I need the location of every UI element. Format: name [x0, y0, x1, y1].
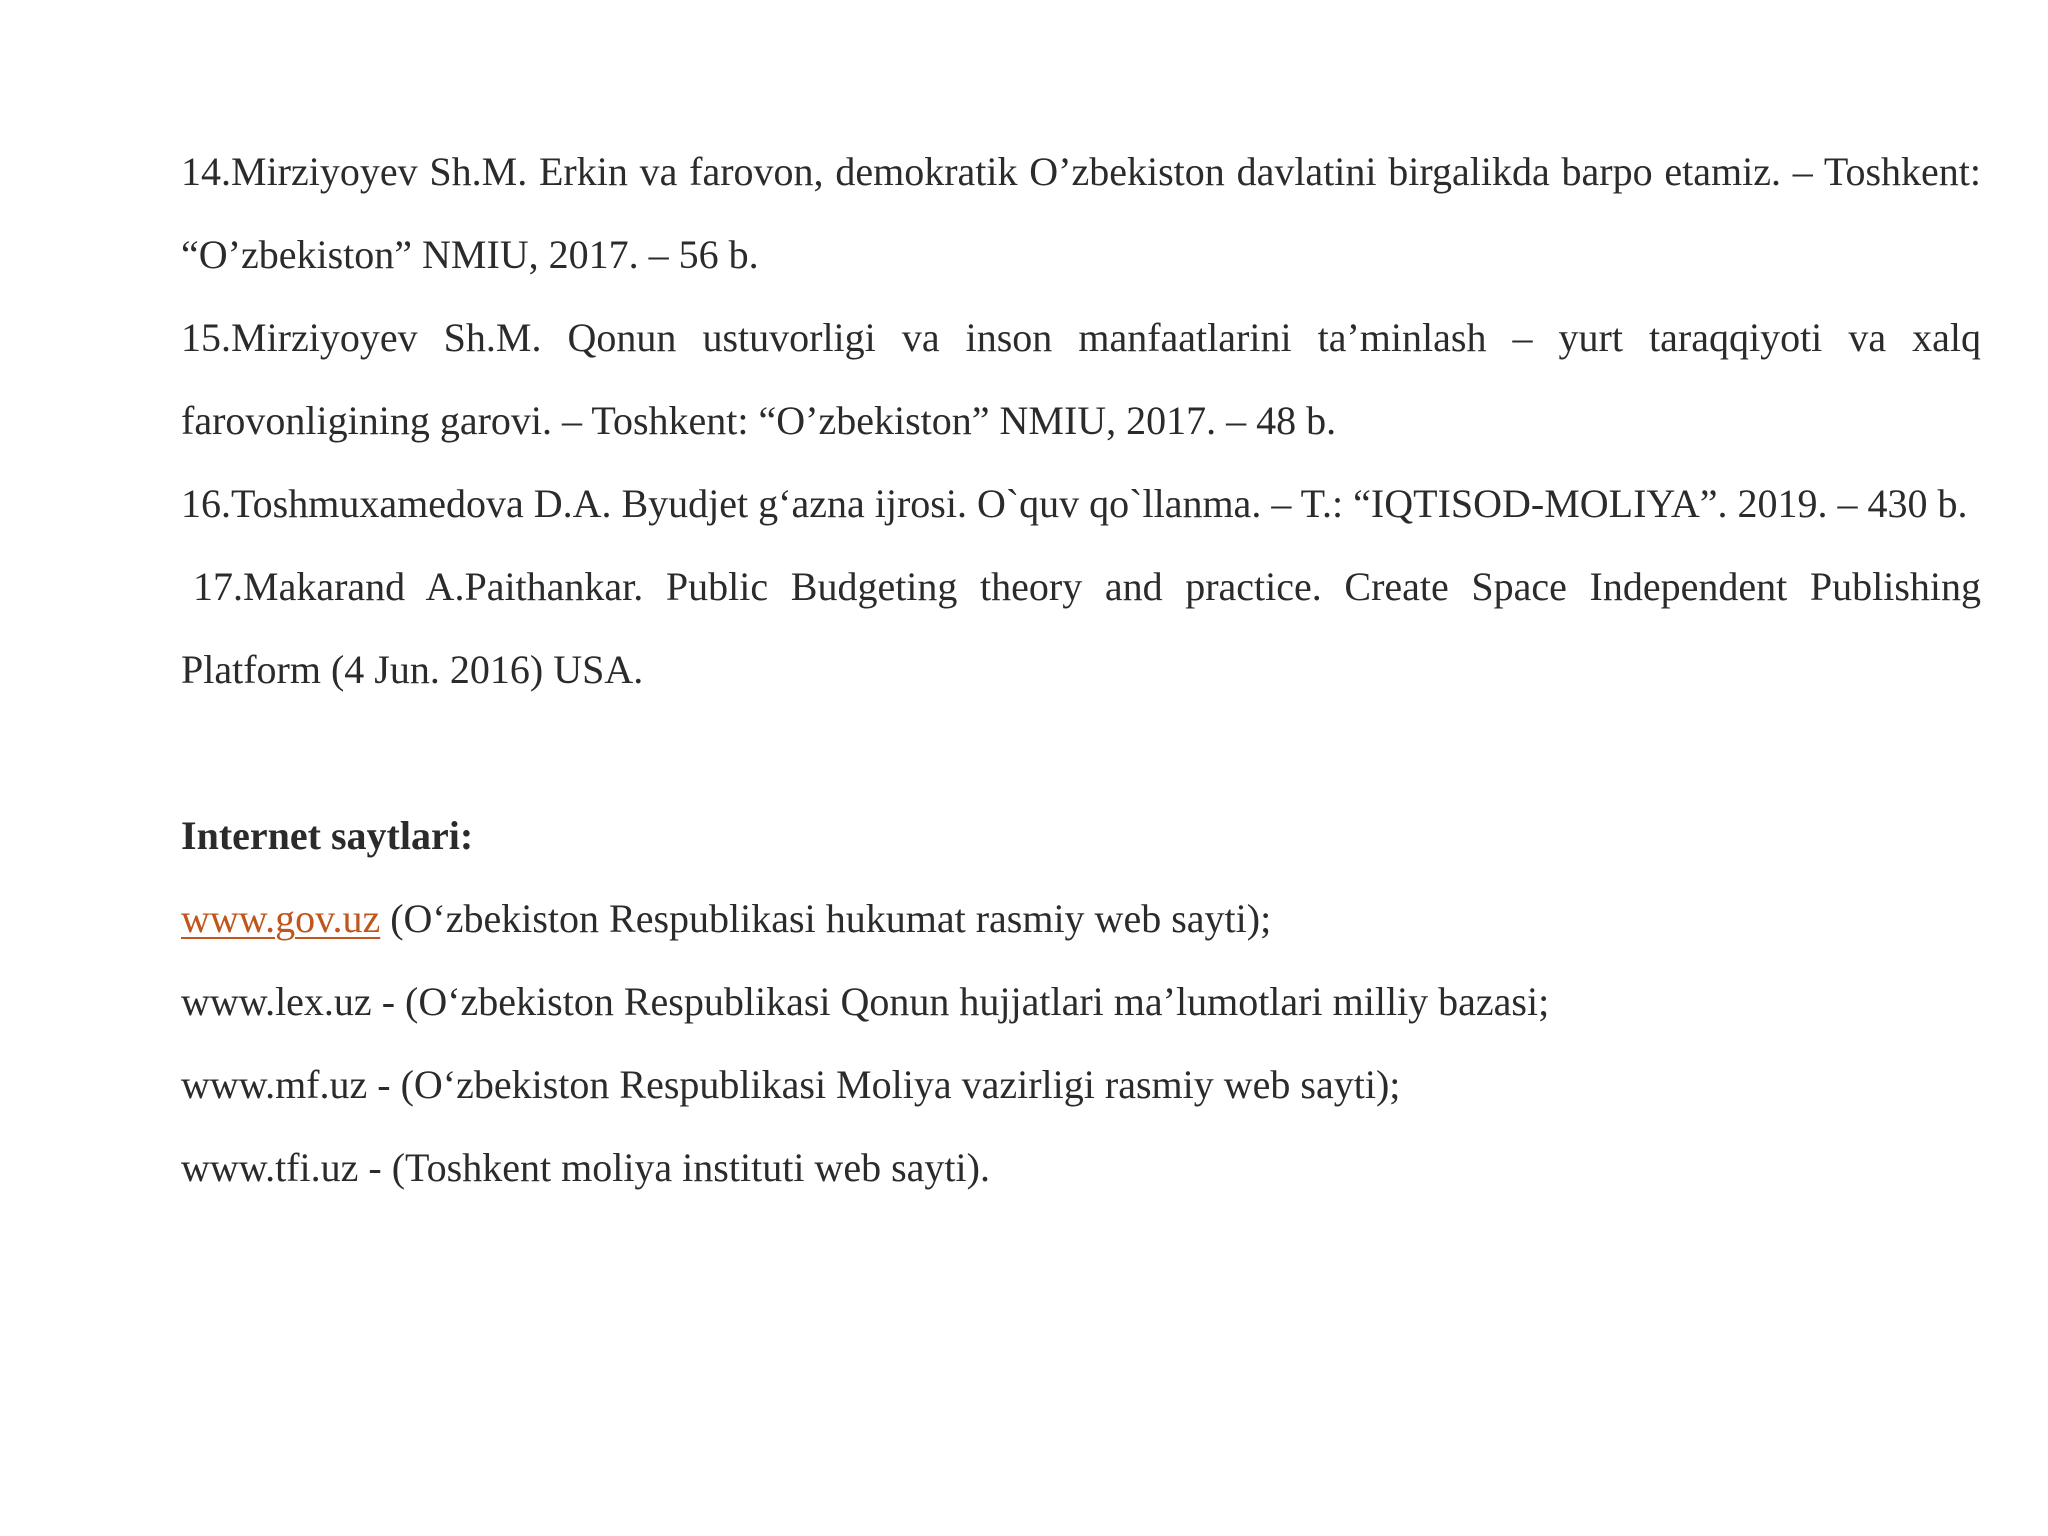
document-page: [181, 130, 1981, 1209]
site-url: www.mf.uz: [181, 1062, 368, 1107]
section-spacer: [181, 711, 1981, 794]
site-item-mf: [181, 1043, 1981, 1126]
reference-item-14: 14.Mirziyoyev Sh.M. Erkin va farovon, demokratik O’zbekiston davlatini birgalikda barpo etamiz. – Toshkent: “O’zbekiston” NMIU, 2017. – 56 b.: [181, 149, 1981, 277]
site-description: - (Toshkent moliya instituti web sayti).: [358, 1145, 990, 1190]
reference-list: [181, 130, 1981, 711]
reference-item-17: 17.Makarand A.Paithankar. Public Budgeting theory and practice. Create Space Independent Publishing Platform (4 Jun. 2016) USA.: [181, 564, 1981, 692]
reference-item-16: 16.Toshmuxamedova D.A. Byudjet g‘azna ijrosi. O`quv qo`llanma. – T.: “IQTISOD-MOLIYA”. 2019. – 430 b.: [181, 481, 1968, 526]
reference-item-15: 15.Mirziyoyev Sh.M. Qonun ustuvorligi va inson manfaatlarini ta’minlash – yurt taraqqiyoti va xalq farovonligining garovi. – Toshkent: “O’zbekiston” NMIU, 2017. – 48 b.: [181, 315, 1981, 443]
internet-sites-section: [181, 794, 1981, 1209]
site-item-lex: [181, 960, 1981, 1043]
site-description: - (O‘zbekiston Respublikasi Moliya vazirligi rasmiy web sayti);: [367, 1062, 1401, 1107]
site-description: - (O‘zbekiston Respublikasi Qonun hujjatlari ma’lumotlari milliy bazasi;: [371, 979, 1550, 1024]
site-url: www.tfi.uz: [181, 1145, 359, 1190]
site-item-tfi: [181, 1126, 1981, 1209]
site-description: (O‘zbekiston Respublikasi hukumat rasmiy web sayti);: [380, 896, 1272, 941]
internet-sites-heading: Internet saytlari:: [181, 813, 474, 858]
site-item-gov: [181, 877, 1981, 960]
gov-uz-link[interactable]: www.gov.uz: [181, 896, 381, 941]
site-url: www.lex.uz: [181, 979, 372, 1024]
